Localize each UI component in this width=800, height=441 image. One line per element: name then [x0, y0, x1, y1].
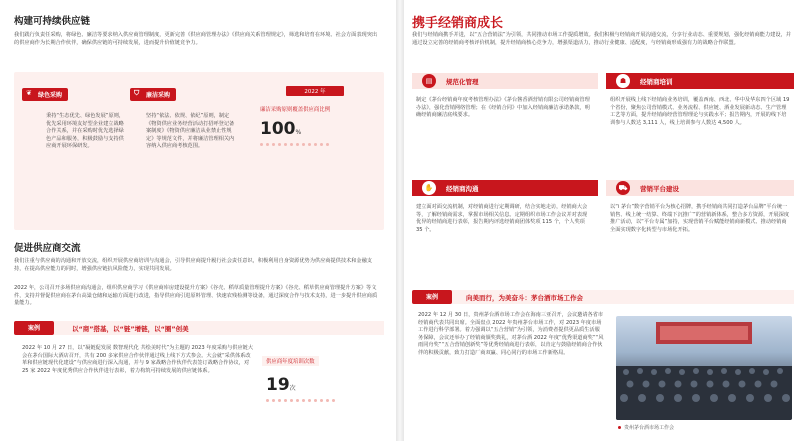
dealer-communication-text: 建立面对面交流机制，对经销商进行定期调研，结合实地走访，经销商大会等，了解经销商需求，掌握市场相关信息。定期组织市场工作会议并对表现优异的经销商进行表彰，报告期内评选经销商团体奖项 115 个，个人奖项 35 个。	[416, 204, 588, 233]
section-title-dealers: 携手经销商成长	[412, 16, 504, 31]
dealer-case-text: 2022 年 12 月 30 日，贵州茅台酒市场工作会在海南三亚召开，会议邀请各省市经销商代表共同出席。全面盘点 2022 年贵州茅台市场工作，对 2023 年度市场工作进行科学部署。着力强调以“五合营销”为引领，为消费者提供更品质生活服务保障，会议还举办了经销商颁奖典礼，对茅台酒 2022 年度“优秀渠道商奖”“风雨同舟奖”“五合营销创新奖”等优秀经销商进行表彰，以肯定与鼓励经销商合作伙伴的积极贡献，致力打造厂商双赢、同心同行的市场工作新格局。	[418, 312, 604, 356]
clean-procurement-text: 坚持“依法、依规、依纪”原则，制定《物资供应业务经营活动打招呼登记备案制度》《物资供应廉洁从业禁止性规定》等规范文件，并将廉洁管理相关内容纳入供应商考核范围。	[146, 113, 235, 150]
clean-coverage-stat	[256, 86, 376, 146]
book-gutter	[396, 0, 404, 441]
dealer-communication-head	[412, 180, 598, 196]
card-clean-procurement	[130, 82, 238, 151]
training-stat-label: 供应商年度培训次数	[262, 356, 319, 366]
card-marketing-platform	[606, 180, 794, 234]
document-icon: ▤	[422, 74, 436, 88]
section-title-supplier-exchange: 促进供应商交流	[14, 243, 81, 254]
green-procurement-label: 绿色采购	[38, 92, 63, 99]
cart-icon: ⛟	[616, 181, 630, 195]
clean-procurement-tag	[130, 88, 176, 101]
dealer-case-tag: 案例	[412, 290, 452, 304]
dealer-training-text: 组织开展线上线下经销商业务培训，覆盖西南、西北、华中及华东四个区域 19 个省份，聚焦公司营销模式、业务流程、供应链、酒业发展新动态、生产管理工艺等方面，提升经销商经营管理理论与实践水平；报告期内，开展的线下培训参与人数达 3,111 人，线上培训参与人数达 4,500 人。	[610, 97, 790, 126]
dealer-communication-label: 经销商沟通	[446, 184, 479, 193]
photo-caption	[618, 424, 674, 431]
conference-photo-graphic	[616, 316, 792, 420]
right-page	[404, 0, 800, 441]
supplier-exchange-intro: 我们注重与供应商的沟通和开放交流，组织开展供应商培训与沟通会，引导供应商提升履行社会责任意识，积极利用自身资源优势为供应商提供技术和金融支持，在提高供应能力的同时，增强供应链抗风险能力，实现共同发展。	[14, 258, 372, 272]
standard-management-text: 制定《茅台经销商年度考核管理办法》《茅台酱香酒营销有限公司经销商管理办法》，强化营销网络管理；在《经销合同》中加入经销商廉洁承诺条款，明确经销商廉洁底线要求。	[416, 97, 590, 119]
dealer-training-head	[606, 73, 794, 89]
stat-unit: %	[295, 129, 302, 136]
card-standard-management	[412, 73, 598, 120]
dealers-intro: 我们与经销商携手并进，以“五合营销法”为引领，共同推动市场工作提质增效。我们积极与经销商开展沟通交流，分享行业动态、重要规划，强化经销商能力建设，并通过设立完善的经销商考核评价机制，提升经销商核心竞争力，增强渠道活力，推动行业健康、适配度，与经销商形成强有力的战略合作联盟。	[412, 32, 791, 46]
clean-procurement-label: 廉洁采购	[146, 92, 171, 99]
marketing-platform-head	[606, 180, 794, 196]
training-stat-unit: 次	[289, 385, 296, 392]
marketing-platform-text: 以“i 茅台”数字营销平台为核心招牌，携手经销商共同打造茅台品牌“平台统一销售、线上统一结算、终端下沉推广”的营销新体系，整合多方资源，开展深度推广活动，以“平台专属”加持，实现营销平台赋能经销商新模式、推动经销商全面实现数字化转型与市场化开拓。	[610, 204, 790, 233]
supplier-exchange-para2: 2022 年，公司召开多场供应商沟通会，组织供应商学习《供应商库房建设提升方案》《谷壳、稻草质量管理提升方案》《谷壳、稻草供应商管理提升方案》等文件，支持并督促供应商在茅台高粱仓储和运输方面进行改进，指导供应商引进原料管理、快速农残检测等设备，通过深度合作与技术支持，进一步提升供应商质量能力。	[14, 285, 378, 307]
stat-label: 廉洁采购原则覆盖供应商比例	[260, 107, 331, 113]
card-dealer-training	[606, 73, 794, 127]
supplier-case-title: 以“商”搭基，以“链”增链，以“圈”创美	[72, 324, 189, 333]
supplier-case-bar	[14, 321, 384, 335]
decorative-dots	[260, 143, 376, 146]
caption-bullet-icon	[618, 426, 621, 429]
section-title-supply-chain: 构建可持续供应链	[14, 16, 91, 27]
supplier-case-tag: 案例	[14, 321, 54, 335]
training-stat-value: 19	[266, 375, 290, 395]
card-dealer-communication	[412, 180, 598, 234]
green-procurement-tag	[22, 88, 68, 101]
supply-chain-intro: 我们践行负责任采购，将绿色、廉洁等要求纳入供应商管理制度，更新完善《供应商管理办法》《供应商关系管理规定》，筛选和培育在环境、社会方面表现突出的供应商作为长期合作伙伴，确保供应链的可持续发展，进而提升价值链竞争力。	[14, 32, 378, 46]
standard-management-label: 规范化管理	[446, 77, 479, 86]
training-count-stat	[262, 348, 382, 402]
stat-year-badge: 2022 年	[286, 86, 344, 96]
standard-management-head	[412, 73, 598, 89]
teacher-icon: ☗	[616, 74, 630, 88]
photo-caption-text: 贵州茅台酒市场工作会	[624, 425, 675, 431]
shield-icon: ⛉	[134, 89, 140, 97]
conference-photo	[616, 316, 792, 420]
left-page	[0, 0, 396, 441]
decorative-dots	[266, 399, 382, 402]
handshake-icon: ✋	[422, 181, 436, 195]
dealer-training-label: 经销商培训	[640, 77, 673, 86]
card-green-procurement	[22, 82, 124, 151]
marketing-platform-label: 营销平台建设	[640, 184, 679, 193]
stat-value: 100	[260, 119, 296, 139]
green-procurement-text: 秉持“生态优先、绿色发展”原则，优先采用环境友好型企业建立战略合作关系，并在采购时优先选择绿色产品和服务，积极鼓励与支持供应商开展环保研发。	[46, 113, 125, 150]
dealer-case-bar	[412, 290, 794, 304]
dealer-case-title: 向美而行，为美奋斗：茅台酒市场工作会	[466, 293, 584, 302]
leaf-icon: ❦	[26, 89, 32, 97]
supplier-case-text: 2022 年 10 月 27 日，以“凝链促发展 数智现代化 共绘美时代”为主题的 2023 年度采购与供应链大会在茅台国际大酒店召开，共有 200 多家供应合作伙伴通过线上线下方式参会。大会就“采供体系改革和供应链现代化建设”与供应商进行深入沟通，并与 9 家战略合作伙伴代表签订战略合作协议，对 25 家 2022 年度优秀供应合作伙伴进行表彰，着力构筑可持续发展的供应链体系。	[22, 345, 254, 374]
